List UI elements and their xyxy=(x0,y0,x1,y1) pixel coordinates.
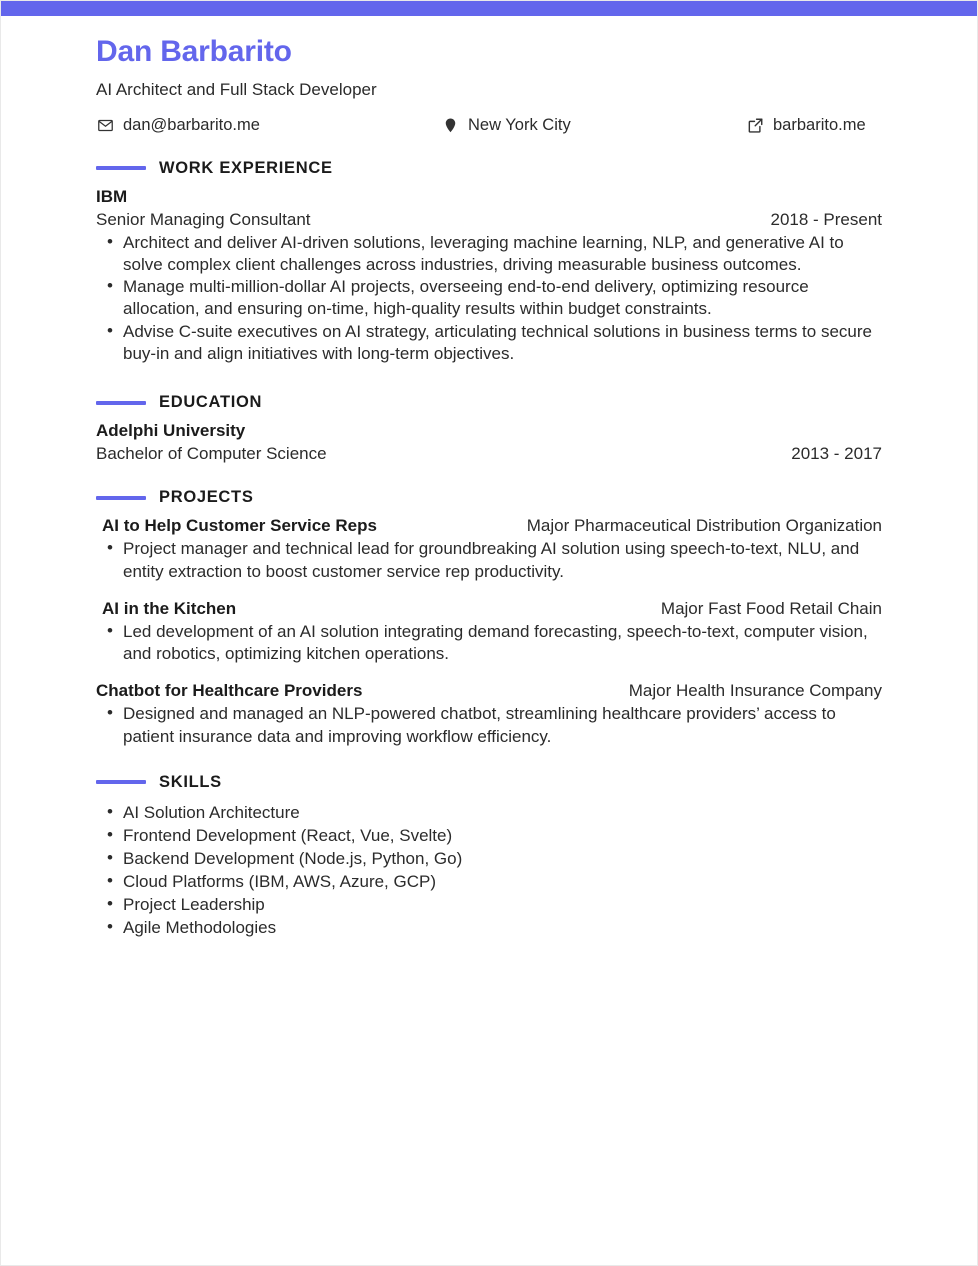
external-link-icon xyxy=(746,116,764,134)
list-item: • Designed and managed an NLP-powered chatbot, streamlining healthcare providers’ access to patient insurance data and improving workflow efficiency. xyxy=(96,703,882,748)
project-name: Chatbot for Healthcare Providers xyxy=(96,681,363,701)
section-skills xyxy=(96,773,882,940)
envelope-icon xyxy=(96,116,114,134)
section-header xyxy=(96,488,882,507)
section-header xyxy=(96,159,882,178)
work-date-range: 2018 - Present xyxy=(770,209,882,229)
section-title-skills: SKILLS xyxy=(159,772,222,791)
section-title-work: WORK EXPERIENCE xyxy=(159,158,333,177)
project-bullet-list xyxy=(96,538,882,583)
list-item: • Cloud Platforms (IBM, AWS, Azure, GCP) xyxy=(96,870,882,893)
project-bullet-list xyxy=(96,621,882,666)
contact-website-label: barbarito.me xyxy=(773,115,866,134)
project-client: Major Health Insurance Company xyxy=(628,681,882,701)
resume-header xyxy=(96,35,882,135)
project-name: AI to Help Customer Service Reps xyxy=(102,516,377,536)
education-date-range: 2013 - 2017 xyxy=(791,444,882,464)
work-role-line xyxy=(96,210,882,230)
list-item: • Backend Development (Node.js, Python, Go) xyxy=(96,847,882,870)
contact-row xyxy=(96,116,882,135)
project-bullet-list xyxy=(96,703,882,748)
project-title-line xyxy=(96,681,882,701)
work-role-title: Senior Managing Consultant xyxy=(96,209,311,229)
contact-email-label: dan@barbarito.me xyxy=(123,115,260,134)
project-client: Major Pharmaceutical Distribution Organization xyxy=(526,516,882,536)
list-item: • Project Leadership xyxy=(96,893,882,916)
section-dash-icon xyxy=(96,166,146,170)
project-entry xyxy=(96,681,882,748)
education-degree-line xyxy=(96,444,882,464)
list-item: • Advise C-suite executives on AI strategy, articulating technical solutions in business terms to secure buy-in and align initiatives with long-term objectives. xyxy=(96,321,882,366)
contact-location xyxy=(441,116,746,135)
section-dash-icon xyxy=(96,780,146,784)
page-title: Dan Barbarito xyxy=(96,35,292,68)
accent-top-bar xyxy=(1,1,977,16)
education-entry xyxy=(96,421,882,464)
section-dash-icon xyxy=(96,496,146,500)
list-item: • Agile Methodologies xyxy=(96,916,882,939)
section-dash-icon xyxy=(96,401,146,405)
education-school-name: Adelphi University xyxy=(96,421,246,441)
contact-website[interactable] xyxy=(746,116,882,135)
resume-content xyxy=(1,16,977,939)
project-title-line xyxy=(96,516,882,536)
project-entry xyxy=(96,516,882,583)
list-item: • Project manager and technical lead for groundbreaking AI solution using speech-to-text, NLU, and entity extraction to boost customer service rep productivity. xyxy=(96,538,882,583)
list-item: • AI Solution Architecture xyxy=(96,801,882,824)
skills-list xyxy=(96,801,882,940)
list-item: • Led development of an AI solution integrating demand forecasting, speech-to-text, computer vision, and robotics, optimizing kitchen operations. xyxy=(96,621,882,666)
section-header xyxy=(96,773,882,792)
project-name: AI in the Kitchen xyxy=(102,598,237,618)
project-entry xyxy=(96,599,882,666)
project-title-line xyxy=(96,599,882,619)
header-tagline: AI Architect and Full Stack Developer xyxy=(96,80,377,99)
list-item: • Frontend Development (React, Vue, Svelte) xyxy=(96,824,882,847)
work-org-name: IBM xyxy=(96,186,128,206)
map-pin-icon xyxy=(441,116,459,134)
section-education xyxy=(96,393,882,464)
section-title-education: EDUCATION xyxy=(159,393,263,412)
list-item: • Architect and deliver AI-driven solutions, leveraging machine learning, NLP, and generative AI to solve complex client challenges across industries, driving measurable business outcomes. xyxy=(96,232,882,277)
contact-location-label: New York City xyxy=(468,115,571,134)
work-entry xyxy=(96,187,882,366)
section-projects xyxy=(96,488,882,748)
section-header xyxy=(96,393,882,412)
section-title-projects: PROJECTS xyxy=(159,488,254,507)
project-client: Major Fast Food Retail Chain xyxy=(660,598,882,618)
section-work-experience xyxy=(96,159,882,366)
education-degree: Bachelor of Computer Science xyxy=(96,444,327,464)
work-bullet-list xyxy=(96,232,882,366)
list-item: • Manage multi-million-dollar AI projects, overseeing end-to-end delivery, optimizing resource allocation, and ensuring on-time, high-quality results within budget constraints. xyxy=(96,276,882,321)
contact-email[interactable] xyxy=(96,116,441,135)
